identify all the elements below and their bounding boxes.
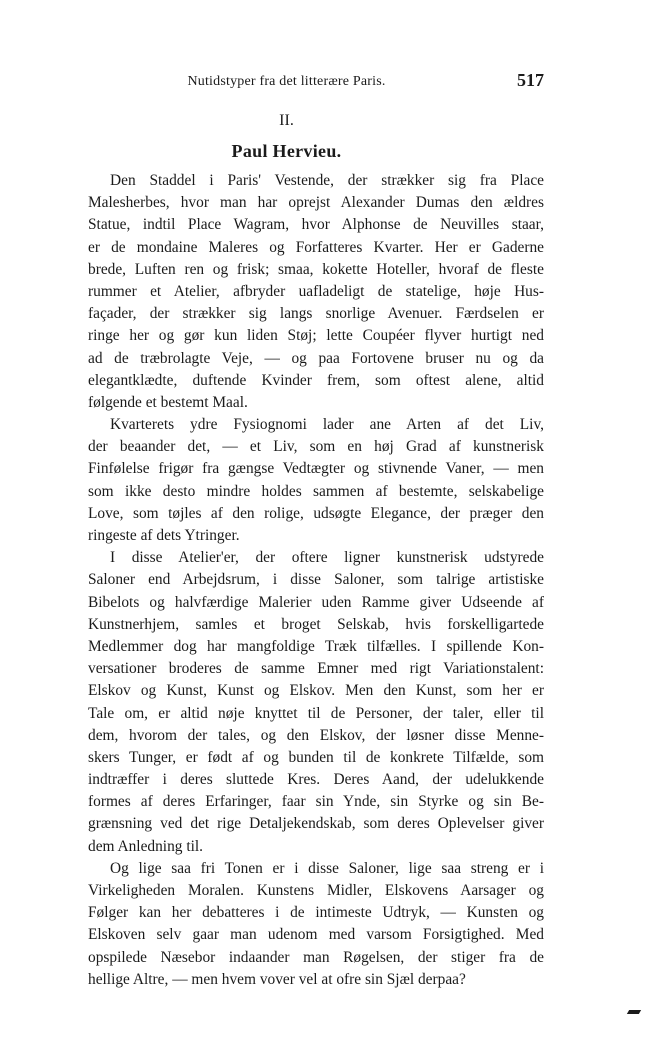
text-line: Kvarterets ydre Fysiognomi lader ane Arten af det Liv,	[110, 416, 544, 434]
text-line: Virkeligheden Moralen. Kunstens Midler, Elskovens Aarsager og	[88, 882, 544, 899]
text-line: som ikke desto mindre holdes sammen af bestemte, selskabelige	[88, 482, 544, 500]
text-line: skers Tunger, er født af og bunden til de konkrete Tilfælde, som	[88, 748, 544, 766]
text-line: Elskov og Kunst, Kunst og Elskov. Men den Kunst, som her er	[88, 682, 544, 700]
text-line: dem Anledning til.	[88, 837, 203, 855]
text-line: Love, som tøjles af den rolige, udsøgte Elegance, der præger den	[88, 504, 544, 522]
text-line: brede, Luften ren og frisk; smaa, kokette Hoteller, hvoraf de fleste	[88, 260, 544, 278]
text-line: er de mondaine Maleres og Forfatteres Kvarter. Her er Gaderne	[88, 238, 544, 256]
chapter-title: Paul Hervieu.	[231, 141, 342, 161]
running-title: Nutidstyper fra det litterære Paris.	[187, 74, 386, 89]
text-line: ringeste af dets Ytringer.	[88, 527, 240, 544]
text-line: formes af deres Erfaringer, faar sin Ynde, sin Styrke og sin Be-	[88, 793, 544, 811]
text-line: Kunstnerhjem, samles et broget Selskab, hvis forskelligartede	[88, 615, 544, 633]
text-line: ringe her og gør kun liden Støj; lette Coupéer flyver hurtigt ned	[88, 327, 544, 345]
printer-mark	[627, 1010, 641, 1014]
text-line: Bibelots og halvfærdige Malerier uden Ramme giver Udseende af	[88, 593, 544, 611]
text-line: Elskoven selv gaar man udenom med varsom Forsigtighed. Med	[88, 926, 544, 944]
text-line: dem, hvorom der tales, og den Elskov, der løsner disse Menne-	[88, 726, 544, 744]
text-line: der beaander det, — et Liv, som en høj Grad af kunstnerisk	[88, 438, 544, 456]
text-line: Medlemmer dog har mangfoldige Træk tilfælles. I spillende Kon-	[88, 637, 544, 655]
page-number: 517	[517, 70, 544, 90]
text-line: Malesherbes, hvor man har oprejst Alexander Dumas den ældres	[88, 194, 544, 212]
text-line: elegantklædte, duftende Kvinder frem, som oftest alene, altid	[88, 371, 544, 389]
text-line: Tale om, er altid nøje knyttet til de Personer, der taler, eller til	[88, 704, 544, 722]
text-line: Og lige saa fri Tonen er i disse Saloner, lige saa streng er i	[110, 859, 544, 877]
text-line: I disse Atelier'er, der oftere ligner kunstnerisk udstyrede	[110, 549, 544, 567]
text-line: grænsning ved det rige Detaljekendskab, som deres Oplevelser giver	[88, 815, 544, 833]
section-number: II.	[279, 112, 294, 129]
text-line: opspilede Næsebor indaander man Røgelsen, der stiger fra de	[88, 948, 544, 966]
text-line: Finfølelse frigør fra gængse Vedtægter og stivnende Vaner, — men	[88, 460, 544, 478]
text-line: versationer broderes de samme Emner med rigt Variationstalent:	[88, 660, 544, 678]
text-line: Den Staddel i Paris' Vestende, der strækker sig fra Place	[110, 172, 544, 189]
text-line: Følger kan her debatteres i de intimeste Udtryk, — Kunsten og	[88, 904, 544, 922]
text-line: rummer et Atelier, afbryder uafladeligt de statelige, høje Hus-	[88, 282, 544, 300]
text-line: indtræffer i deres sluttede Kres. Deres Aand, der udelukkende	[88, 771, 544, 789]
running-head	[0, 70, 664, 94]
body-text	[88, 170, 544, 991]
text-line: følgende et bestemt Maal.	[88, 393, 248, 411]
text-line: façader, der strækker sig langs snorlige Avenuer. Færdselen er	[88, 305, 544, 323]
text-line: ad de træbrolagte Veje, — og paa Fortovene bruser nu og da	[88, 349, 544, 367]
text-line: Saloner end Arbejdsrum, i disse Saloner, som talrige artistiske	[88, 571, 544, 589]
text-line: hellige Altre, — men hvem vover vel at ofre sin Sjæl derpaa?	[88, 970, 466, 988]
text-line: Statue, indtil Place Wagram, hvor Alphonse de Neuvilles staar,	[88, 216, 544, 234]
